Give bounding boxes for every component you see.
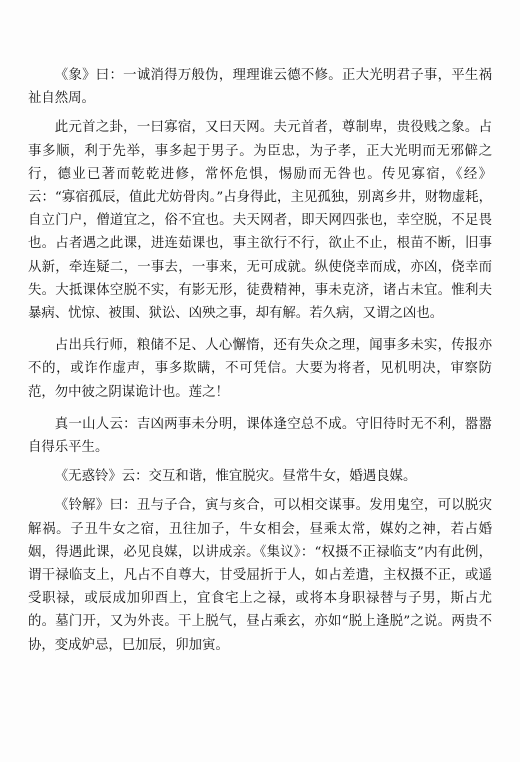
paragraph-wuhuo-ling: 《无惑铃》云：交互和谐，惟宜脱灾。昼常牛女，婚遇良媒。 [54,469,417,485]
paragraph-chubing: 占出兵行师，粮储不足、人心懈惰，还有失众之理，闻事多未实，传报亦不的，或诈作虚声，事多欺瞒，不可凭信。大要为将者，见机明决，审察防范，勿中彼之阴谋诡计也。莲之！ [28,338,492,400]
paragraph-yuanshou-gua: 此元首之卦，一曰寡宿，又曰天网。夫元首者，尊制卑，贵役贱之象。占事多顺，利于先举，事多起于男子。为臣忠，为子孝，正大光明而无邪僻之行，德业已著而乾乾进修，常怀危惧，惕励而无咎也。传见寡宿，《经》云：“寡宿孤辰，值此尤妨骨肉。”占身得此，主见孤独，别离乡井，财物虚耗，自立门户，僧道宜之，俗不宜也。夫天网者，即天网四张也，幸空脱，不足畏也。占者遇之此课，进连茹课也，事主欲行不行，欲止不止，根苗不断，旧事从新，牵连疑二，一事去，一事来，无可成就。纵使侥幸而成，亦凶，侥幸而失。大抵课体空脱不实，有影无形，徒费精神，事未克济，诸占未宜。惟利夫暴病、忧惊、被围、狱讼、凶殃之事，却有解。若久病，又谓之凶也。 [28,120,492,322]
paragraph-zhenyi-shanren: 真一山人云：吉凶两事未分明，课体逢空总不成。守旧待时无不利，嚣嚣自得乐平生。 [28,416,492,456]
paragraph-ling-jie: 《铃解》曰：丑与子合，寅与亥合，可以相交谋事。发用鬼空，可以脱灾解祸。子丑牛女之宿，丑往加子，牛女相会，昼乘太常，媒妁之神，若占婚姻，得遇此课，必见良媒，以讲成亲。《集议》：“权摄不正禄临支”内有此例，谓干禄临支上，凡占不自尊大，甘受屈折于人，如占差遣，主权摄不正，或遥受职禄，或辰成加卯酉上，宜食宅上之禄，或将本身职禄替与子男，斯占尤的。墓门开，又为外丧。干上脱气，昼占乘玄，亦如“脱上逢脱”之说。两贵不协，变成妒忌，巳加辰，卯加寅。 [28,498,492,653]
paragraph-xiang-verse: 《象》曰：一诚消得万般伪，理理谁云德不修。正大光明君子事，平生祸祉自然周。 [28,68,492,107]
